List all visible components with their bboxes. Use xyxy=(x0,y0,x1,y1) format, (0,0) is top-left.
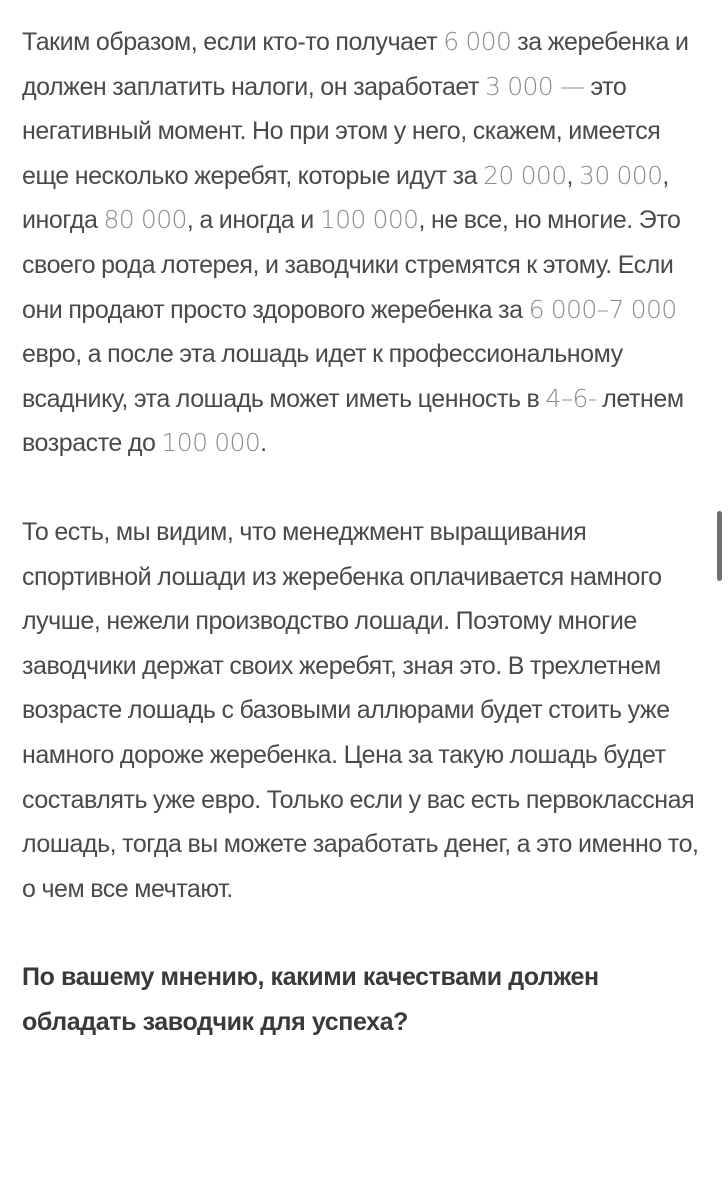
number-value: 6 000 xyxy=(443,27,512,56)
text-segment: . xyxy=(260,429,267,458)
article-body xyxy=(22,20,712,1044)
number-value: 4–6- xyxy=(545,383,597,413)
text-segment: , иногда xyxy=(22,161,669,235)
number-value: 6 000–7 000 xyxy=(528,294,677,324)
paragraph-2: То есть, мы видим, что менеджмент выращивания спортивной лошади из жеребенка оплачивается намного лучше, нежели производство лошади. Поэтому многие заводчики держат своих жеребят, зная это. В трехлетнем возрасте лошадь с базовыми аллюрами будет стоить уже намного дороже жеребенка. Цена за такую лошадь будет составлять уже евро. Только если у вас есть первоклассная лошадь, тогда вы можете заработать денег, а это именно то, о чем все мечтают. xyxy=(22,517,699,903)
number-value: 3 000 — xyxy=(485,71,585,101)
number-value: 100 000 xyxy=(319,205,419,235)
text-segment: летнем возрасте до xyxy=(22,384,684,458)
question-heading: По вашему мнению, какими качествами должен обладать заводчик для успеха? xyxy=(22,963,599,1036)
number-value: 100 000 xyxy=(161,428,261,458)
text-segment: евро, а после эта лошадь идет к профессиональному всаднику, эта лошадь может иметь ценность в xyxy=(22,340,623,413)
text-segment: , не все, но многие. Это своего рода лотерея, и заводчики стремятся к этому. Если они продают просто здорового жеребенка за xyxy=(22,206,681,324)
text-segment: , xyxy=(566,161,580,190)
number-value: 30 000 xyxy=(579,160,663,190)
text-segment: , а иногда и xyxy=(186,206,320,235)
text-segment: за жеребенка и должен заплатить налоги, он заработает xyxy=(22,28,689,101)
scroll-indicator[interactable] xyxy=(717,511,722,581)
number-value: 80 000 xyxy=(103,205,187,235)
text-segment: Таким образом, если кто-то получает xyxy=(22,28,444,56)
text-segment: это негативный момент. Но при этом у него, скажем, имеется еще несколько жеребят, которые идут за xyxy=(22,72,661,190)
number-value: 20 000 xyxy=(483,160,567,190)
paragraph-1 xyxy=(22,20,712,466)
